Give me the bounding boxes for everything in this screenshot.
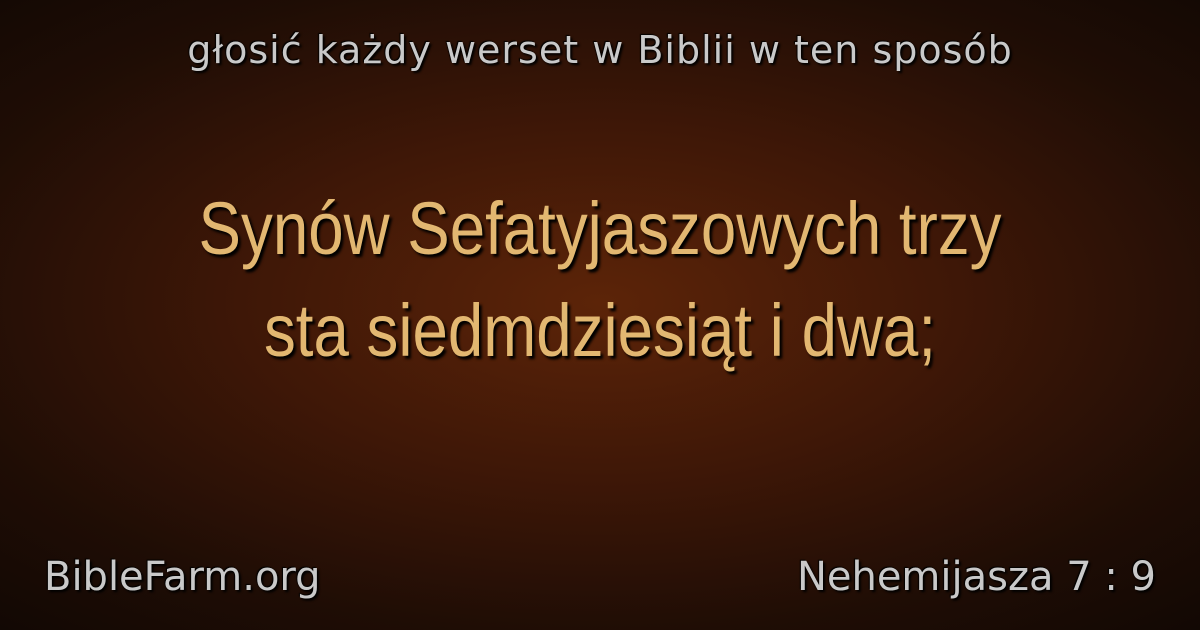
verse-text — [118, 178, 1081, 382]
header-tagline: głosić każdy werset w Biblii w ten sposób — [187, 28, 1013, 72]
verse-line-2: sta siedmdziesiąt i dwa; — [263, 289, 937, 372]
site-name: BibleFarm.org — [44, 554, 321, 600]
verse-reference: Nehemijasza 7 : 9 — [796, 554, 1156, 600]
verse-line-1: Synów Sefatyjaszowych trzy — [198, 187, 1002, 270]
